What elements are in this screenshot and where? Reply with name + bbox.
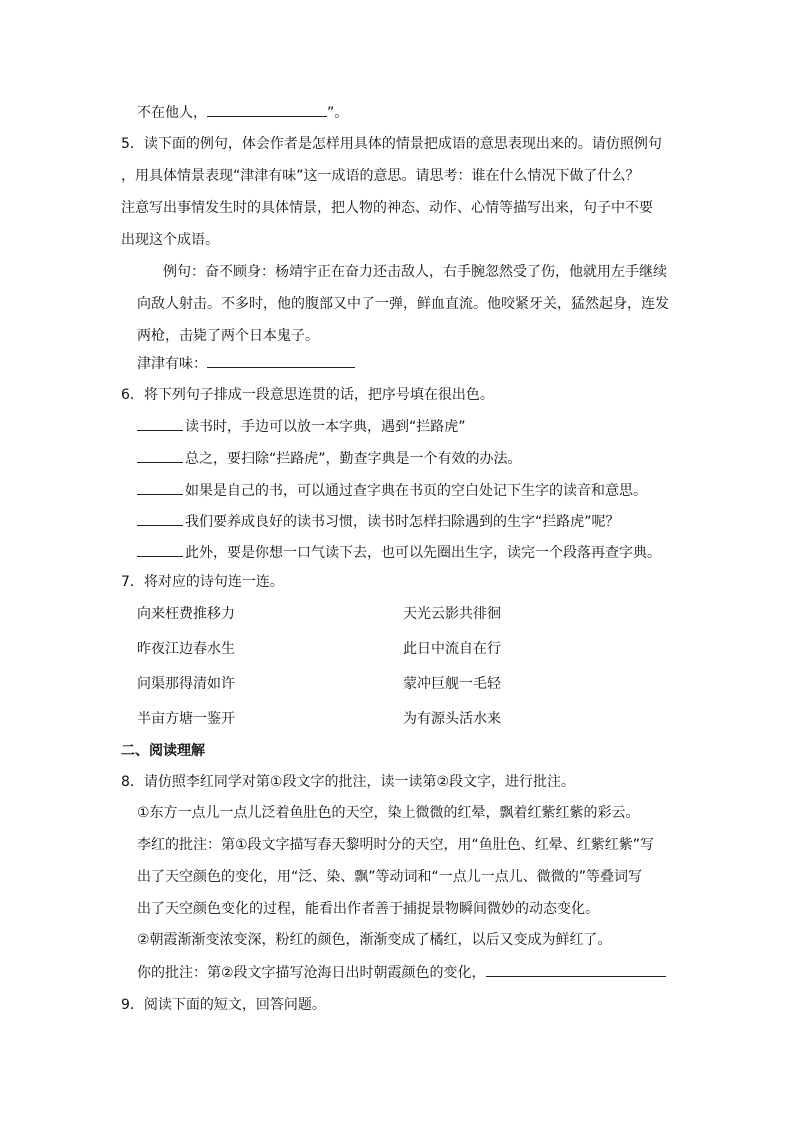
q5-answer-blank[interactable] — [207, 353, 355, 368]
q8-note-line-2: 出了天空颜色的变化，用“泛、染、飘”等动词和“一点儿一点儿、微微的”等叠词写 — [137, 869, 643, 885]
q8-title: 8．请仿照李红同学对第①段文字的批注，读一读第②段文字，进行批注。 — [121, 774, 576, 790]
q7-left-4[interactable]: 半亩方塘一鉴开 — [137, 711, 235, 727]
section-2-heading: 二、阅读理解 — [121, 743, 205, 759]
q5-line-4: 出现这个成语。 — [121, 232, 219, 248]
q6-order-blank-3[interactable] — [137, 480, 183, 495]
q7-title: 7．将对应的诗句连一连。 — [121, 574, 284, 590]
q5-line-1: 5．读下面的例句，体会作者是怎样用具体的情景把成语的意思表现出来的。请仿照例句 — [121, 136, 662, 152]
q4-tail-line — [137, 102, 348, 123]
q7-left-2[interactable]: 昨夜江边春水生 — [137, 641, 235, 657]
q6-item-3 — [137, 480, 647, 501]
q7-right-4[interactable]: 为有源头活水来 — [403, 711, 501, 727]
q9-title: 9．阅读下面的短文，回答问题。 — [121, 997, 326, 1013]
q5-line-3: 注意写出事情发生时的具体情景，把人物的神态、动作、心情等描写出来，句子中不要 — [121, 200, 653, 216]
q6-item-text: 如果是自己的书，可以通过查字典在书页的空白处记下生字的读音和意思。 — [185, 483, 647, 499]
q8-paragraph-2: ②朝霞渐渐变浓变深，粉红的颜色，渐渐变成了橘红，以后又变成为鲜红了。 — [137, 932, 612, 948]
q8-note-line-1: 李红的批注：第①段文字描写春天黎明时分的天空，用“鱼肚色、红晕、红紫红紫”写 — [137, 837, 655, 853]
q4-tail-before: 不在他人， — [137, 105, 207, 121]
q5-example-line-2: 向敌人射击。不多时，他的腹部又中了一弹，鲜血直流。他咬紧牙关，猛然起身，连发 — [137, 296, 669, 312]
q5-example-line-3: 两枪，击毙了两个日本鬼子。 — [137, 328, 319, 344]
q6-item-1 — [137, 416, 466, 437]
q6-item-5 — [137, 542, 661, 563]
q7-left-3[interactable]: 问渠那得清如许 — [137, 676, 235, 692]
q7-right-3[interactable]: 蒙冲巨舰一毛轻 — [403, 676, 501, 692]
q7-right-2[interactable]: 此日中流自在行 — [403, 641, 501, 657]
q6-item-4 — [137, 511, 620, 532]
q6-order-blank-5[interactable] — [137, 542, 183, 557]
q6-item-text: 此外，要是你想一口气读下去，也可以先圈出生字，读完一个段落再查字典。 — [185, 545, 661, 561]
q6-order-blank-4[interactable] — [137, 511, 183, 526]
q5-example-line-1: 例句：奋不顾身：杨靖宇正在奋力还击敌人，右手腕忽然受了伤，他就用左手继续 — [163, 264, 667, 280]
q5-answer-label: 津津有味： — [137, 356, 207, 372]
q8-your-note-label: 你的批注：第②段文字描写沧海日出时朝霞颜色的变化， — [137, 965, 486, 981]
q8-paragraph-1: ①东方一点儿一点儿泛着鱼肚色的天空，染上微微的红晕，飘着红紫红紫的彩云。 — [137, 805, 640, 821]
q4-answer-blank[interactable] — [207, 102, 327, 117]
q8-your-note-line — [137, 962, 666, 983]
q4-tail-after: ”。 — [327, 105, 349, 121]
q7-right-1[interactable]: 天光云影共徘徊 — [403, 606, 501, 622]
q7-left-1[interactable]: 向来枉费推移力 — [137, 606, 235, 622]
q6-title: 6．将下列句子排成一段意思连贯的话，把序号填在很出色。 — [121, 387, 494, 403]
q6-item-text: 我们要养成良好的读书习惯，读书时怎样扫除遇到的生字“拦路虎”呢？ — [185, 514, 620, 530]
q5-answer-line — [137, 353, 355, 374]
q6-order-blank-1[interactable] — [137, 416, 183, 431]
q8-note-line-3: 出了天空颜色变化的过程，能看出作者善于捕捉景物瞬间微妙的动态变化。 — [137, 901, 599, 917]
q6-item-2 — [137, 448, 522, 469]
q5-line-2: ，用具体情景表现“津津有味”这一成语的意思。请思考：谁在什么情况下做了什么？ — [121, 168, 640, 184]
q8-answer-blank[interactable] — [486, 962, 666, 977]
q6-item-text: 读书时，手边可以放一本字典，遇到“拦路虎” — [185, 419, 466, 435]
q6-order-blank-2[interactable] — [137, 448, 183, 463]
q6-item-text: 总之，要扫除“拦路虎”，勤查字典是一个有效的办法。 — [185, 451, 522, 467]
